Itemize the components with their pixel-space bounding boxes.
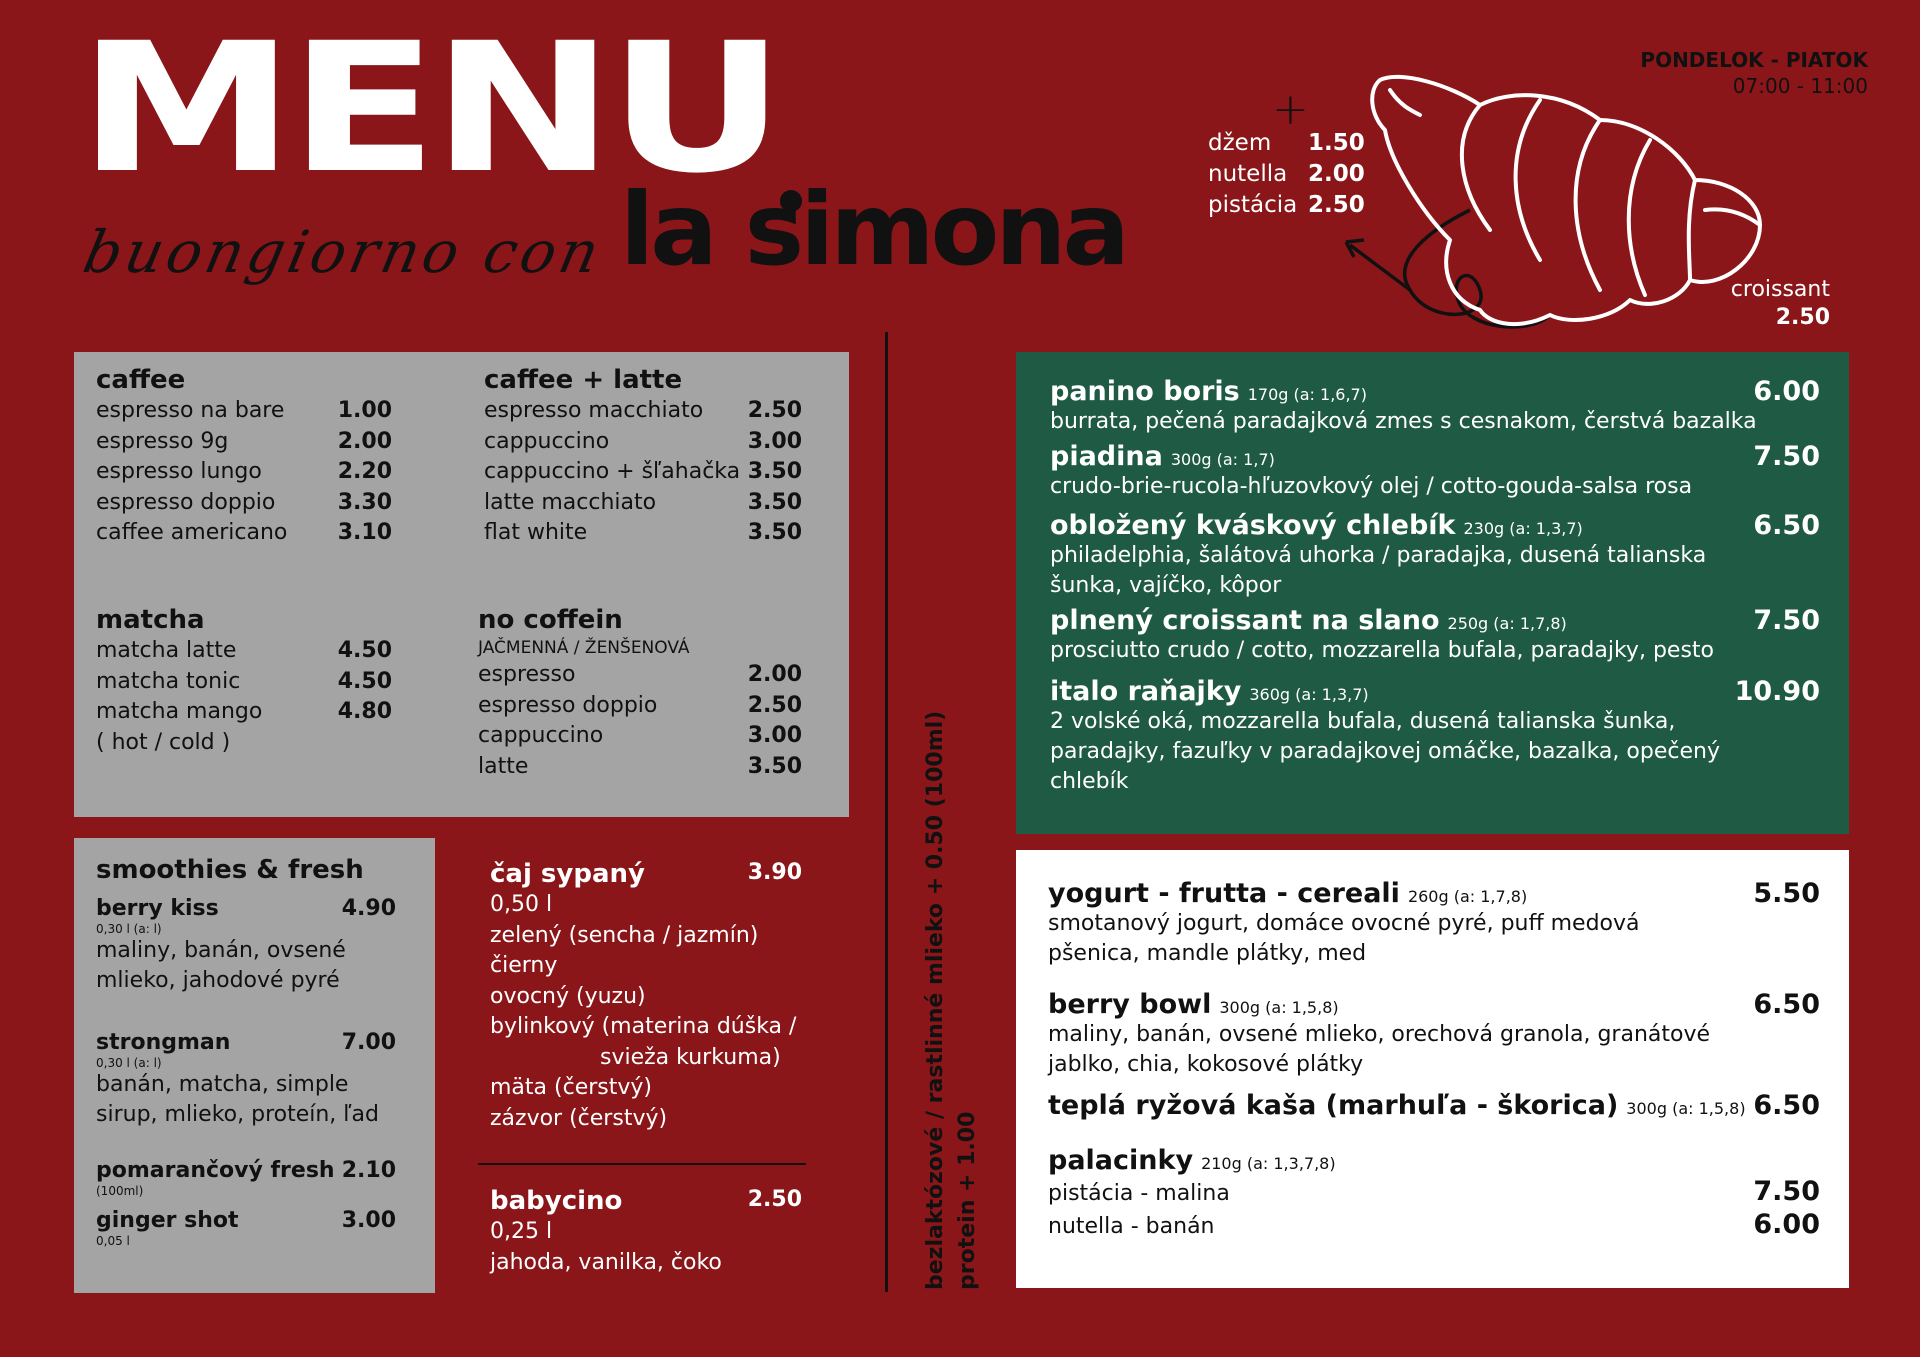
babycino-header <box>490 1185 802 1217</box>
tea-variant: ovocný (yuzu) <box>490 983 646 1009</box>
menu-item <box>484 396 802 427</box>
dish-name: obložený kváskový chlebík <box>1050 510 1456 541</box>
dish-weight: 250g (a: 1,7,8) <box>1447 614 1567 633</box>
item-price: 2.00 <box>337 428 392 454</box>
dish-name: italo raňajky <box>1050 676 1242 707</box>
addon-price: 1.50 <box>1308 130 1365 156</box>
dish-description: maliny, banán, ovsené mlieko, orechová granola, granátové jablko, chia, kokosové plátky <box>1048 1022 1711 1077</box>
smoothies-section <box>96 854 396 1248</box>
item-size: 0,05 l <box>96 1234 130 1248</box>
menu-item <box>478 691 802 722</box>
opening-time: 07:00 - 11:00 <box>1732 74 1868 98</box>
dish-item <box>1050 676 1820 797</box>
item-name: cappuccino <box>484 428 610 454</box>
item-name: espresso doppio <box>96 489 276 515</box>
menu-item <box>96 636 392 667</box>
dish-price: 6.50 <box>1753 1090 1820 1121</box>
dish-item <box>1048 1145 1820 1242</box>
item-name: matcha tonic <box>96 668 241 694</box>
croissant-name: croissant <box>1730 277 1830 302</box>
item-name: espresso macchiato <box>484 398 704 423</box>
brand-name: la simona <box>620 171 1126 288</box>
item-price: 3.90 <box>747 860 802 885</box>
dish-item <box>1050 441 1820 502</box>
tea-line <box>490 921 802 952</box>
item-name: latte <box>478 753 529 779</box>
dish-weight: 260g (a: 1,7,8) <box>1407 887 1528 906</box>
item-size: (100ml) <box>96 1184 144 1198</box>
dish-name: panino boris <box>1050 376 1240 407</box>
menu-item <box>478 660 802 691</box>
item-name: ginger shot <box>96 1208 239 1233</box>
item-price: 4.50 <box>337 638 392 663</box>
item-description: jahoda, vanilka, čoko <box>490 1249 722 1275</box>
smoothie-item <box>96 1208 396 1248</box>
item-description: maliny, banán, ovsené mlieko, jahodové pyré <box>96 938 346 993</box>
menu-item <box>96 1030 396 1056</box>
tea-section <box>490 858 802 1134</box>
tea-variant: zázvor (čerstvý) <box>490 1105 668 1131</box>
addon-name: nutella <box>1208 161 1288 187</box>
dish-option <box>1048 1176 1820 1209</box>
tea-size <box>490 890 802 921</box>
babycino-size <box>490 1217 802 1248</box>
dish-option <box>1048 1209 1820 1242</box>
item-name: caffee americano <box>96 520 288 545</box>
item-name: flat white <box>484 520 588 545</box>
dish-item <box>1048 878 1820 969</box>
section-title: caffee + latte <box>484 365 683 395</box>
dish-header <box>1048 989 1820 1020</box>
dish-name: berry bowl <box>1048 989 1212 1020</box>
plus-sign: + <box>1272 84 1309 135</box>
item-price: 3.30 <box>337 489 392 515</box>
item-description: banán, matcha, simple sirup, mlieko, proteín, ľad <box>96 1072 379 1127</box>
item-name: pomarančový fresh <box>96 1158 335 1183</box>
option-price: 7.50 <box>1753 1176 1820 1207</box>
tea-header <box>490 858 802 890</box>
item-price: 2.10 <box>341 1158 396 1183</box>
dish-price: 6.00 <box>1753 376 1820 407</box>
dish-title <box>1048 878 1527 909</box>
item-price: 7.00 <box>341 1030 396 1055</box>
tea-variant: mäta (čerstvý) <box>490 1075 652 1100</box>
protein-note-line: protein + 1.00 <box>955 1111 980 1290</box>
section-title: matcha <box>96 605 205 635</box>
item-price: 2.50 <box>747 1187 802 1212</box>
dish-item <box>1050 605 1820 666</box>
dish-price: 6.50 <box>1753 510 1820 541</box>
divider-horizontal <box>478 1163 806 1165</box>
tea-line <box>490 1043 802 1074</box>
item-name: matcha latte <box>96 638 237 663</box>
tea-variant: čierny <box>490 953 558 978</box>
dish-price: 10.90 <box>1734 676 1820 707</box>
dish-title <box>1048 989 1339 1020</box>
item-name: espresso <box>478 662 576 687</box>
opening-days: PONDELOK - PIATOK <box>1640 48 1868 72</box>
item-name: strongman <box>96 1030 231 1055</box>
dish-weight: 360g (a: 1,3,7) <box>1249 685 1369 704</box>
dish-header <box>1050 510 1820 541</box>
script-subtitle: buongiorno con <box>77 218 609 286</box>
dish-title <box>1050 376 1367 407</box>
menu-item <box>478 752 802 783</box>
croissant-price-label <box>1731 276 1830 332</box>
dish-title <box>1048 1145 1336 1176</box>
babycino-desc <box>490 1248 802 1279</box>
item-price: 3.50 <box>747 489 802 515</box>
item-price: 3.00 <box>341 1208 396 1233</box>
dish-header <box>1050 676 1820 707</box>
dish-weight: 210g (a: 1,3,7,8) <box>1201 1154 1336 1173</box>
item-price: 3.10 <box>337 520 392 545</box>
dish-description: crudo-brie-rucola-hľuzovkový olej / cotto-gouda-salsa rosa <box>1050 474 1693 499</box>
item-price: 2.00 <box>747 662 802 687</box>
menu-item <box>96 518 392 549</box>
dish-weight: 300g (a: 1,7) <box>1170 450 1275 469</box>
menu-item <box>96 1158 396 1184</box>
dish-description: philadelphia, šalátová uhorka / paradajka, dusená talianska šunka, vajíčko, kôpor <box>1050 543 1707 598</box>
item-price: 2.50 <box>747 398 802 423</box>
item-price: 3.50 <box>747 520 802 545</box>
menu-item <box>96 396 392 427</box>
addon-price: 2.50 <box>1308 192 1365 218</box>
section-title: caffee <box>96 365 186 395</box>
menu-item <box>478 721 802 752</box>
dish-description: prosciutto crudo / cotto, mozzarella bufala, paradajky, pesto <box>1050 638 1714 663</box>
smoothie-item <box>96 1030 396 1130</box>
matcha-section <box>96 604 392 758</box>
menu-item <box>96 1208 396 1234</box>
tea-line <box>490 1012 802 1043</box>
item-name: cappuccino + šľahačka <box>484 459 741 484</box>
section-title: no coffein <box>478 605 623 635</box>
dish-item <box>1048 989 1820 1080</box>
item-name: espresso doppio <box>478 692 658 718</box>
dish-title <box>1050 441 1275 472</box>
tea-line <box>490 951 802 982</box>
option-name: nutella - banán <box>1048 1214 1215 1239</box>
dish-weight: 170g (a: 1,6,7) <box>1247 385 1367 404</box>
option-price: 6.00 <box>1753 1209 1820 1240</box>
item-price: 3.50 <box>747 459 802 484</box>
section-title: smoothies & fresh <box>96 855 364 885</box>
item-name: espresso na bare <box>96 398 285 423</box>
sweet-panel <box>1016 850 1849 1288</box>
dish-description: burrata, pečená paradajková zmes s cesnakom, čerstvá bazalka <box>1050 409 1757 434</box>
menu-item <box>484 488 802 519</box>
menu-item <box>484 457 802 488</box>
tea-variant: bylinkový (materina dúška / <box>490 1014 797 1039</box>
item-name: latte macchiato <box>484 489 657 515</box>
dish-header <box>1048 878 1820 909</box>
item-name: matcha mango <box>96 699 263 724</box>
sweet-list <box>1048 878 1820 1242</box>
tea-variant: zelený (sencha / jazmín) <box>490 922 759 948</box>
item-price: 3.50 <box>747 753 802 779</box>
dish-price: 5.50 <box>1753 878 1820 909</box>
dish-header <box>1050 376 1820 407</box>
milk-note-line: bezlaktózové / rastlinné mlieko + 0.50 (100ml) <box>923 710 948 1290</box>
dish-weight: 300g (a: 1,5,8) <box>1626 1099 1746 1118</box>
addon-name: pistácia <box>1208 192 1298 218</box>
item-name: berry kiss <box>96 896 219 921</box>
dish-item <box>1050 510 1820 601</box>
dish-name: teplá ryžová kaša (marhuľa - škorica) <box>1048 1090 1619 1121</box>
no-coffein-section <box>478 604 802 782</box>
item-price: 4.80 <box>337 699 392 724</box>
savory-list <box>1050 376 1820 797</box>
dish-header <box>1050 441 1820 472</box>
item-size: 0,50 l <box>490 892 553 917</box>
dish-description: smotanový jogurt, domáce ovocné pyré, puff medová pšenica, mandle plátky, med <box>1048 911 1640 966</box>
item-name: espresso lungo <box>96 459 262 484</box>
section-title: babycino <box>490 1186 623 1216</box>
dish-title <box>1050 605 1567 636</box>
item-price: 4.50 <box>337 668 392 694</box>
matcha-note <box>96 728 392 759</box>
menu-title: MENU <box>78 5 780 213</box>
dish-name: plnený croissant na slano <box>1050 605 1440 636</box>
menu-item <box>484 518 802 549</box>
dish-price: 6.50 <box>1753 989 1820 1020</box>
savory-panel <box>1016 352 1849 834</box>
dish-header <box>1048 1145 1820 1176</box>
option-name: pistácia - malina <box>1048 1181 1230 1206</box>
divider-vertical <box>885 332 888 1292</box>
item-price: 2.50 <box>747 692 802 718</box>
menu-item <box>96 896 396 922</box>
dish-name: palacinky <box>1048 1145 1194 1176</box>
addon-name: džem <box>1208 130 1272 156</box>
menu-item <box>96 457 392 488</box>
dish-description: 2 volské oká, mozzarella bufala, dusená talianska šunka, paradajky, fazuľky v paradajkovej omáčke, bazalka, opečený chlebík <box>1050 709 1720 794</box>
milk-note <box>920 711 984 1290</box>
tea-line <box>490 982 802 1013</box>
item-name: cappuccino <box>478 723 604 748</box>
dish-item <box>1050 376 1820 437</box>
item-note: ( hot / cold ) <box>96 729 231 755</box>
item-price: 4.90 <box>341 896 396 921</box>
smoothies-panel <box>74 838 435 1293</box>
croissant-price: 2.50 <box>1775 305 1830 330</box>
dish-name: piadina <box>1050 441 1163 472</box>
dish-title <box>1048 1090 1746 1121</box>
menu-item <box>484 427 802 458</box>
dish-title <box>1050 510 1583 541</box>
item-size: 0,30 l (a: l) <box>96 922 162 936</box>
item-size: 0,25 l <box>490 1219 553 1244</box>
tea-line <box>490 1104 802 1135</box>
section-title: čaj sypaný <box>490 859 645 889</box>
babycino-section <box>490 1185 802 1278</box>
smoothie-item <box>96 896 396 996</box>
menu-item <box>96 427 392 458</box>
item-price: 1.00 <box>337 398 392 423</box>
dish-weight: 300g (a: 1,5,8) <box>1219 998 1339 1017</box>
dish-price: 7.50 <box>1753 441 1820 472</box>
tea-variant: svieža kurkuma) <box>600 1044 781 1070</box>
section-subtitle: JAČMENNÁ / ŽENŠENOVÁ <box>478 638 690 658</box>
addon-price: 2.00 <box>1308 161 1365 187</box>
caffee-section <box>96 364 392 549</box>
dish-header <box>1048 1090 1820 1121</box>
dish-weight: 230g (a: 1,3,7) <box>1463 519 1583 538</box>
item-size: 0,30 l (a: l) <box>96 1056 162 1070</box>
dish-name: yogurt - frutta - cereali <box>1048 878 1400 909</box>
smoothie-item <box>96 1158 396 1198</box>
coffee-panel <box>74 352 849 817</box>
item-price: 2.20 <box>337 459 392 484</box>
item-name: espresso 9g <box>96 428 229 454</box>
item-price: 3.00 <box>747 428 802 454</box>
menu-item <box>96 697 392 728</box>
item-price: 3.00 <box>747 723 802 748</box>
dish-item <box>1048 1090 1820 1121</box>
tea-line <box>490 1073 802 1104</box>
dish-title <box>1050 676 1369 707</box>
dish-header <box>1050 605 1820 636</box>
menu-item <box>96 667 392 698</box>
caffee-latte-section <box>484 364 802 549</box>
menu-item <box>96 488 392 519</box>
dish-price: 7.50 <box>1753 605 1820 636</box>
